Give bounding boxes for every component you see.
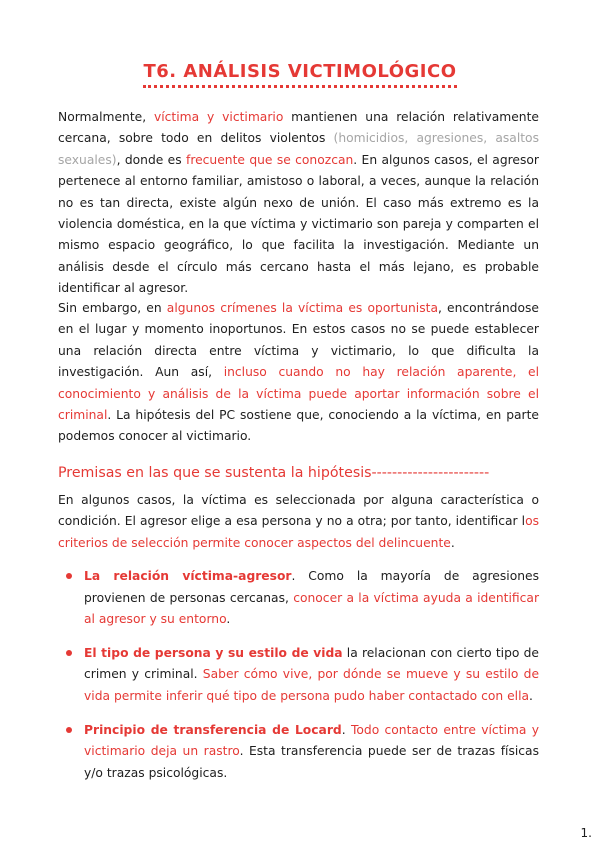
highlight-text: conocer a la víctima ayuda a identificar al agresor y su entorno bbox=[84, 590, 540, 627]
text-run: . bbox=[226, 612, 231, 627]
section-heading: Premisas en las que se sustenta la hipótesis----------------------- bbox=[58, 465, 490, 481]
highlight-text: incluso cuando no hay relación aparente, el conocimiento y análisis de la víctima puede aportar información sobre el criminal bbox=[58, 365, 540, 423]
title-wrapper bbox=[0, 61, 600, 88]
list-item bbox=[58, 720, 539, 785]
highlight-text: os criterios de selección permite conocer aspectos del delincuente bbox=[58, 514, 539, 550]
bullet-dot-icon bbox=[66, 573, 72, 579]
page-number: 1. bbox=[580, 826, 592, 840]
bullet-term: El tipo de persona y su estilo de vida bbox=[84, 645, 343, 660]
text-run: . bbox=[529, 688, 533, 703]
premises-list bbox=[58, 566, 539, 796]
text-run: mantienen una relación relativamente cercana, sobre todo en delitos violentos bbox=[58, 110, 539, 146]
text-run: . bbox=[341, 722, 351, 737]
list-item bbox=[58, 566, 539, 631]
highlight-text: frecuente que se conozcan bbox=[185, 152, 354, 167]
bullet-term: La relación víctima-agresor bbox=[84, 569, 292, 583]
highlight-text: Todo contacto entre víctima y victimario deja un rastro bbox=[84, 722, 539, 759]
text-run: . En algunos casos, el agresor pertenece al entorno familiar, amistoso o laboral, a veces, aunque la relación no es tan directa, existe algún nexo de unión. El caso más extremo es la violencia doméstica, en la que víctima y victimario son pareja y comparten el mismo espacio geográfico, lo que facilita la investigación. Mediante un análisis desde el círculo más cercano hasta el más lejano, es probable identificar al agresor. bbox=[58, 152, 539, 296]
highlight-text: víctima y victimario bbox=[153, 110, 284, 124]
text-run: En algunos casos, la víctima es seleccionada por alguna característica o condición. El agresor elige a esa persona y no a otra; por tanto, identificar l bbox=[58, 493, 539, 529]
muted-text: (homicidios, agresiones, asaltos sexuales) bbox=[58, 131, 539, 167]
bullet-dot-icon bbox=[66, 727, 72, 733]
text-run: Sin embargo, en bbox=[58, 301, 167, 315]
text-run: . bbox=[450, 535, 455, 550]
text-run: . Esta transferencia puede ser de trazas físicas y/o trazas psicológicas. bbox=[84, 744, 539, 780]
bullet-dot-icon bbox=[66, 650, 72, 656]
text-run: la relacionan con cierto tipo de crimen y criminal. bbox=[84, 645, 539, 682]
text-run: , encontrándose en el lugar y momento inoportunos. En estos casos no se puede establecer una relación directa entre víctima y victimario, lo que dificulta la investigación. Aun así, bbox=[58, 301, 539, 380]
text-run: . La hipótesis del PC sostiene que, conociendo a la víctima, en parte podemos conocer al victimario. bbox=[58, 408, 539, 444]
intro-paragraph bbox=[58, 107, 539, 300]
highlight-text: Saber cómo vive, por dónde se mueve y su estilo de vida permite inferir qué tipo de persona pudo haber contactado con ella bbox=[84, 667, 540, 703]
premises-intro-paragraph bbox=[58, 490, 539, 554]
page-title: T6. ANÁLISIS VICTIMOLÓGICO bbox=[143, 61, 456, 88]
list-item bbox=[58, 643, 539, 708]
second-paragraph bbox=[58, 298, 539, 448]
text-run: Normalmente, bbox=[58, 110, 154, 124]
text-run: . Como la mayoría de agresiones provienen de personas cercanas, bbox=[84, 569, 539, 605]
text-run: , donde es bbox=[116, 152, 186, 167]
bullet-term: Principio de transferencia de Locard bbox=[84, 722, 342, 737]
highlight-text: algunos crímenes la víctima es oportunista bbox=[166, 301, 438, 315]
